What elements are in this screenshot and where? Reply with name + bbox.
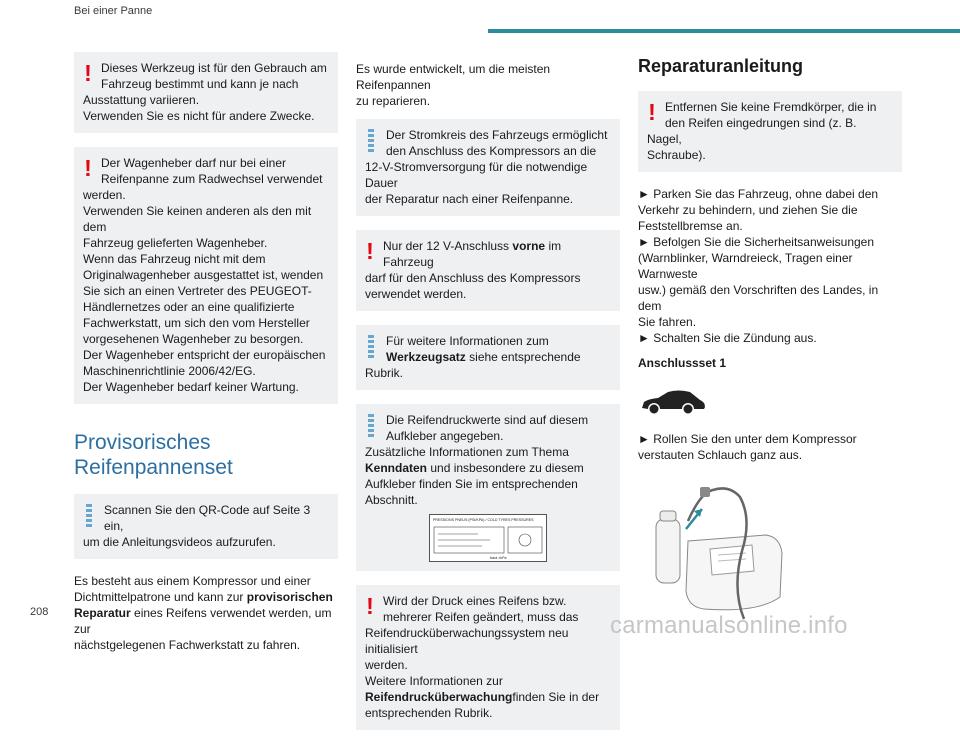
text-line: Zusätzliche Informationen zum Thema: [365, 445, 569, 459]
step-line: verstauten Schlauch ganz aus.: [638, 448, 803, 462]
heading-line: Provisorisches: [74, 431, 211, 454]
text-line: Fahrzeug gelieferten Wagenheber.: [83, 236, 268, 250]
car-silhouette-icon: [638, 386, 708, 416]
text-line: nächstgelegenen Fachwerkstatt zu fahren.: [74, 638, 301, 652]
step-roll-out-hose: [638, 431, 902, 463]
heading-line: Reifenpannenset: [74, 456, 233, 479]
text-line: darf für den Anschluss des Kompressors: [365, 271, 581, 285]
text-line: Händlernetzes oder an eine qualifizierte: [83, 300, 295, 314]
text-line: Es besteht aus einem Kompressor und einer: [74, 574, 311, 588]
column-right: [638, 52, 902, 632]
step-line: usw.) gemäß den Vorschriften des Landes, in dem: [638, 283, 879, 313]
text-span: finden Sie in der: [512, 690, 600, 704]
column-middle: [356, 52, 620, 744]
info-icon: [86, 504, 92, 528]
bold-term: Kenndaten: [365, 461, 428, 475]
text-line: Aufkleber finden Sie im entsprechenden: [365, 477, 578, 491]
text-line: der Reparatur nach einer Reifenpanne.: [365, 192, 574, 206]
watermark: carmanualsonline.info: [610, 612, 848, 639]
text-line: Der Wagenheber bedarf keiner Wartung.: [83, 380, 299, 394]
compressor-kit-illustration: [648, 479, 798, 627]
text-line: werden.: [365, 658, 408, 672]
text-span: und insbesondere zu diesem: [430, 461, 584, 475]
bold-term: Reparatur: [74, 606, 131, 620]
bold-term: vorne: [512, 239, 546, 253]
text-line: Der Wagenheber entspricht der europäischen: [83, 348, 326, 362]
header-section-title: Bei einer Panne: [74, 5, 153, 17]
text-line: Fachwerkstatt, um sich den vom Hersteller: [83, 316, 310, 330]
warning-exclamation-icon: !: [366, 593, 374, 619]
text-line: um die Anleitungsvideos aufzurufen.: [83, 535, 276, 549]
text-line: Der Stromkreis des Fahrzeugs ermöglicht: [386, 128, 608, 142]
text-line: Die Reifendruckwerte sind auf diesem: [386, 413, 589, 427]
text-line: Fahrzeug bestimmt und kann je nach: [101, 77, 299, 91]
tyre-pressure-sticker-image: [429, 514, 547, 562]
text-line: Aufkleber angegeben.: [386, 429, 504, 443]
text-line: Ausstattung variieren.: [83, 93, 200, 107]
warning-box-jack: [74, 147, 338, 404]
info-box-tyre-pressure-sticker: [356, 404, 620, 571]
info-box-toolkit: [356, 325, 620, 390]
text-span: eines Reifens verwendet werden, um zur: [74, 606, 332, 636]
text-line: vorgesehenen Wagenheber zu besorgen.: [83, 332, 304, 346]
step-line: Sie fahren.: [638, 315, 697, 329]
text-line: Maschinenrichtlinie 2006/42/EG.: [83, 364, 256, 378]
warning-exclamation-icon: !: [84, 60, 92, 86]
text-line: Der Wagenheber darf nur bei einer: [101, 156, 286, 170]
warning-box-foreign-objects: [638, 91, 902, 172]
info-box-qr-code: [74, 494, 338, 559]
section-heading-repair-instructions: Reparaturanleitung: [638, 56, 804, 76]
warning-box-tpms: [356, 585, 620, 730]
text-line: Sie sich an einen Vertreter des PEUGEOT-: [83, 284, 312, 298]
text-span: siehe entsprechende: [469, 350, 581, 364]
steps-list: [638, 186, 902, 346]
text-line: den Reifen eingedrungen sind (z. B. Nagel,: [647, 116, 857, 146]
step-line: ► Parken Sie das Fahrzeug, ohne dabei den: [638, 187, 879, 201]
warning-box-tool-use: [74, 52, 338, 133]
info-icon: [368, 414, 374, 438]
text-line: Rubrik.: [365, 366, 404, 380]
text-line: Entfernen Sie keine Fremdkörper, die in: [665, 100, 877, 114]
text-span: im Fahrzeug: [383, 239, 562, 269]
text-line: Verwenden Sie keinen anderen als den mit dem: [83, 204, 312, 234]
info-icon: [368, 129, 374, 153]
step-line: ► Rollen Sie den unter dem Kompressor: [638, 432, 857, 446]
text-line: Reifenpanne zum Radwechsel verwendet: [101, 172, 323, 186]
warning-exclamation-icon: !: [648, 99, 656, 125]
info-box-power-circuit: [356, 119, 620, 216]
text-span: Dichtmittelpatrone und kann zur: [74, 590, 244, 604]
text-span: Nur der 12 V-Anschluss: [383, 239, 510, 253]
text-line: Weitere Informationen zur: [365, 674, 503, 688]
text-line: Dieses Werkzeug ist für den Gebrauch am: [101, 61, 327, 75]
text-line: Schraube).: [647, 148, 706, 162]
bold-term: Reifendrucküberwachung: [365, 690, 513, 704]
step-line: Feststellbremse an.: [638, 219, 743, 233]
text-line: Verwenden Sie es nicht für andere Zwecke.: [83, 109, 315, 123]
step-line: Verkehr zu behindern, und ziehen Sie die: [638, 203, 858, 217]
text-line: Reifendrucküberwachungssystem neu initialisiert: [365, 626, 569, 656]
text-line: Scannen Sie den QR-Code auf Seite 3 ein,: [104, 503, 311, 533]
text-line: mehrerer Reifen geändert, muss das: [383, 610, 579, 624]
text-line: Es wurde entwickelt, um die meisten Reifenpannen: [356, 62, 551, 92]
step-line: (Warnblinker, Warndreieck, Tragen einer Warnweste: [638, 251, 853, 281]
text-line: den Anschluss des Kompressors an die: [386, 144, 597, 158]
subheading-connection-kit: Anschlussset 1: [638, 356, 727, 370]
column-left: [74, 52, 338, 663]
bold-term: Werkzeugsatz: [386, 350, 466, 364]
text-line: Wenn das Fahrzeug nicht mit dem: [83, 252, 266, 266]
text-line: 12-V-Stromversorgung für die notwendige Dauer: [365, 160, 588, 190]
sticker-footer: bara ×kPa: [490, 556, 507, 560]
paragraph-kit-description: [74, 573, 338, 653]
info-icon: [368, 335, 374, 359]
header-accent-bar: [488, 29, 960, 33]
text-line: entsprechenden Rubrik.: [365, 706, 493, 720]
warning-exclamation-icon: !: [84, 155, 92, 181]
text-line: Für weitere Informationen zum: [386, 334, 549, 348]
section-heading-repair-kit: [74, 430, 338, 480]
sticker-title: PRESSIONS PNEUS (PSI/KPA) / COLD TYRES PRESSURES: [433, 518, 534, 522]
warning-exclamation-icon: !: [366, 238, 374, 264]
page-number: 208: [30, 606, 49, 618]
warning-box-front-socket: [356, 230, 620, 311]
text-line: Originalwagenheber ausgestattet ist, wenden: [83, 268, 324, 282]
step-line: ► Befolgen Sie die Sicherheitsanweisungen: [638, 235, 875, 249]
bold-term: provisorischen: [246, 590, 333, 604]
step-line: ► Schalten Sie die Zündung aus.: [638, 331, 817, 345]
text-line: werden.: [83, 188, 126, 202]
text-line: zu reparieren.: [356, 94, 431, 108]
text-line: Wird der Druck eines Reifens bzw.: [383, 594, 567, 608]
text-line: verwendet werden.: [365, 287, 467, 301]
paragraph-intro: [356, 61, 620, 109]
text-line: Abschnitt.: [365, 493, 418, 507]
